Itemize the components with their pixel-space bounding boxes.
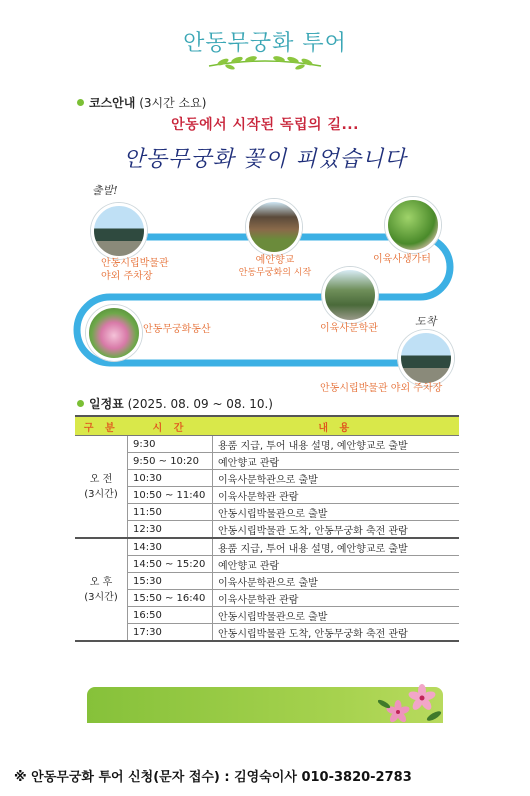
page-title: 안동무궁화 투어 [183, 31, 347, 56]
table-row: 15:50 ~ 16:40 이육사문학관 관람 [75, 590, 459, 607]
table-row: 10:30 이육사문학관으로 출발 [75, 470, 459, 487]
birthplace-photo [385, 197, 441, 253]
table-row: 12:30 안동시립박물관 도착, 안동무궁화 축전 관람 [75, 521, 459, 539]
literature-hall-photo [322, 267, 378, 323]
bullet-icon [77, 400, 84, 407]
course-slogan: 안동무궁화 꽃이 피었습니다 [123, 147, 407, 172]
table-header-row [75, 416, 459, 436]
end-note: 도착 [415, 315, 437, 328]
table-row: 15:30 이육사문학관으로 출발 [75, 573, 459, 590]
table-row: 9:50 ~ 10:20 예안향교 관람 [75, 453, 459, 470]
course-subtitle: 안동에서 시작된 독립의 길... [171, 117, 359, 133]
museum-end-photo [398, 330, 454, 386]
hyanggyo-photo [246, 199, 302, 255]
museum-photo [91, 203, 147, 259]
period-am: 오 전 (3시간) [75, 436, 128, 539]
stop-museum-end-label: 안동시립박물관 야외 주차장 [320, 383, 443, 394]
course-heading: 코스안내 (3시간 소요) [77, 94, 206, 111]
table-row: 10:50 ~ 11:40 이육사문학관 관람 [75, 487, 459, 504]
table-row: 14:50 ~ 15:20 예안향교 관람 [75, 556, 459, 573]
schedule-table [75, 415, 459, 642]
col-time: 시 간 [128, 416, 213, 436]
table-row: 오 후 (3시간) 14:30 용품 지급, 투어 내용 설명, 예안향교로 출발 [75, 538, 459, 556]
stop-literature-label: 이육사문학관 [320, 323, 378, 334]
col-division: 구 분 [75, 416, 128, 436]
schedule-dates: (2025. 08. 09 ~ 08. 10.) [127, 397, 273, 411]
period-pm: 오 후 (3시간) [75, 538, 128, 641]
stop-hyanggyo-label: 예안향교 안동무궁화의 시작 [238, 255, 312, 278]
footer-contact: ※ 안동무궁화 투어 신청(문자 접수) : 김영숙이사 010-3820-2783 [14, 770, 412, 785]
table-row: 11:50 안동시립박물관으로 출발 [75, 504, 459, 521]
flower-icon [378, 684, 444, 724]
start-note: 출발! [92, 184, 118, 197]
col-content: 내 용 [213, 416, 460, 436]
table-row: 오 전 (3시간) 9:30 용품 지급, 투어 내용 설명, 예안향교로 출발 [75, 436, 459, 453]
mugunghwa-garden-photo [86, 305, 142, 361]
stop-garden-label: 안동무궁화동산 [143, 324, 211, 335]
table-row: 17:30 안동시립박물관 도착, 안동무궁화 축전 관람 [75, 624, 459, 642]
course-duration: (3시간 소요) [139, 96, 207, 110]
stop-museum-label: 안동시립박물관 야외 주차장 [101, 258, 169, 282]
schedule-heading: 일정표 (2025. 08. 09 ~ 08. 10.) [77, 395, 273, 412]
table-row: 16:50 안동시립박물관으로 출발 [75, 607, 459, 624]
stop-birthplace-label: 이육사생가터 [373, 254, 431, 265]
